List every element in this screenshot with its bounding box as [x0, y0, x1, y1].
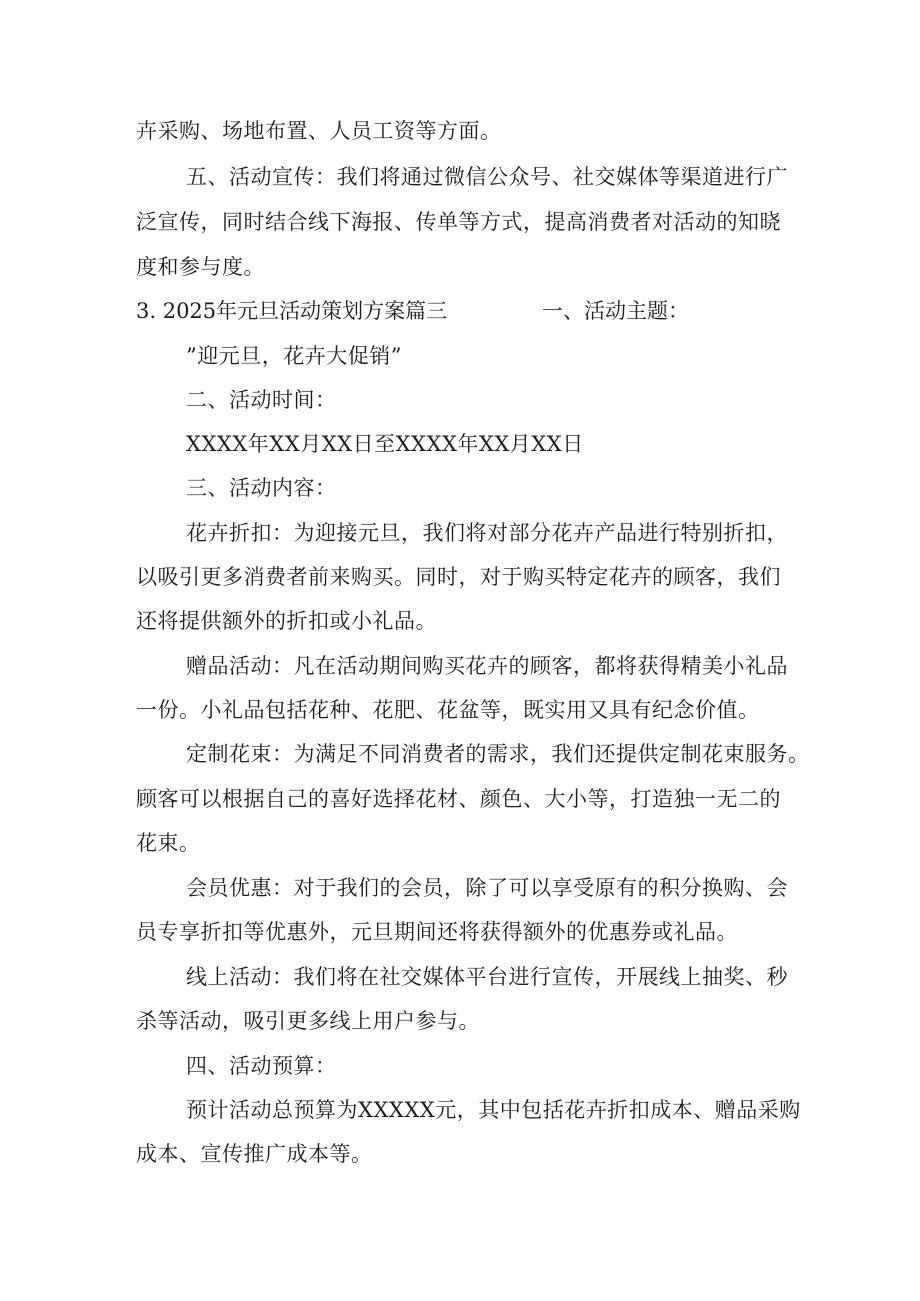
- paragraph-line: 五、活动宣传：我们将通过微信公众号、社交媒体等渠道进行广: [186, 165, 788, 189]
- paragraph-line: 线上活动：我们将在社交媒体平台进行宣传，开展线上抽奖、秒: [186, 965, 788, 989]
- paragraph-line: 花卉折扣：为迎接元旦，我们将对部分花卉产品进行特别折扣，: [186, 521, 788, 545]
- paragraph-line: 顾客可以根据自己的喜好选择花材、颜色、大小等，打造独一无二的: [136, 787, 781, 811]
- paragraph-line: 成本、宣传推广成本等。: [136, 1142, 373, 1166]
- paragraph-line: 员专享折扣等优惠外，元旦期间还将获得额外的优惠券或礼品。: [136, 920, 738, 944]
- subsection-title: 二、活动时间：: [186, 388, 337, 412]
- paragraph-line: 还将提供额外的折扣或小礼品。: [136, 609, 437, 633]
- activity-dates: XXXX年XX月XX日至XXXX年XX月XX日: [186, 432, 584, 456]
- paragraph-line: 度和参与度。: [136, 255, 265, 279]
- paragraph-line: 卉采购、场地布置、人员工资等方面。: [136, 119, 502, 143]
- section-heading: [136, 296, 696, 326]
- paragraph-line: 杀等活动，吸引更多线上用户参与。: [136, 1009, 480, 1033]
- paragraph-line: 一份。小礼品包括花种、花肥、花盆等，既实用又具有纪念价值。: [136, 698, 760, 722]
- paragraph-line: 会员优惠：对于我们的会员，除了可以享受原有的积分换购、会: [186, 876, 788, 900]
- paragraph-line: 定制花束：为满足不同消费者的需求，我们还提供定制花束服务。: [186, 742, 810, 766]
- theme-slogan: ”迎元旦，花卉大促销”: [186, 344, 402, 368]
- subsection-title: 四、活动预算：: [186, 1054, 337, 1078]
- section-title: 3. 2025年元旦活动策划方案篇三: [136, 299, 448, 323]
- subsection-title: 一、活动主题：: [542, 299, 689, 323]
- paragraph-line: 泛宣传，同时结合线下海报、传单等方式，提高消费者对活动的知晓: [136, 210, 781, 234]
- paragraph-line: 花束。: [136, 831, 201, 855]
- paragraph-line: 赠品活动：凡在活动期间购买花卉的顾客，都将获得精美小礼品: [186, 654, 788, 678]
- paragraph-line: 预计活动总预算为XXXXX元，其中包括花卉折扣成本、赠品采购: [186, 1098, 801, 1122]
- subsection-title: 三、活动内容：: [186, 476, 337, 500]
- paragraph-line: 以吸引更多消费者前来购买。同时，对于购买特定花卉的顾客，我们: [136, 565, 781, 589]
